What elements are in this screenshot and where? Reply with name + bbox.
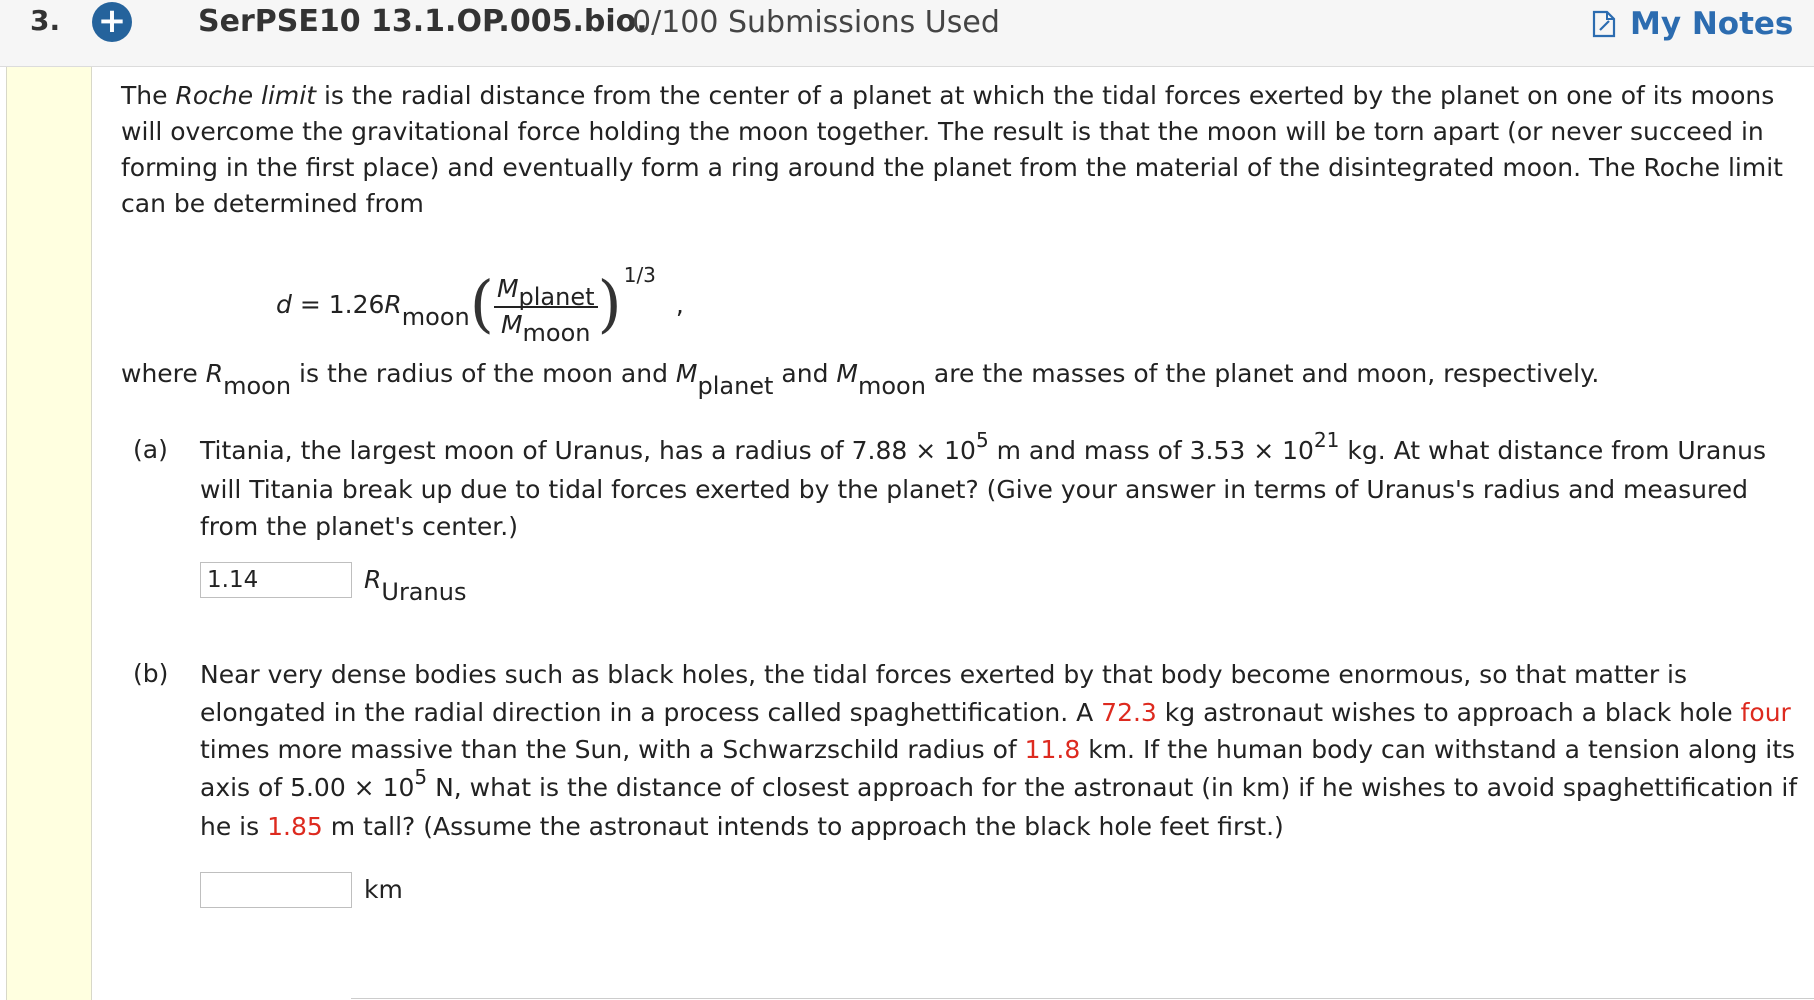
part-b-unit: km [364, 875, 403, 904]
part-a-text-1: Titania, the largest moon of Uranus, has a radius of 7.88 × 10 [200, 436, 976, 465]
where-text-4: are the masses of the planet and moon, respectively. [925, 359, 1600, 388]
plus-circle-icon[interactable]: + [92, 2, 132, 42]
schwarzschild-radius-value: 11.8 [1024, 735, 1081, 764]
den-m: M [500, 310, 523, 339]
notes-page-icon [1592, 10, 1616, 38]
my-notes-label[interactable]: My Notes [1630, 6, 1794, 42]
where-m2: M [836, 359, 858, 388]
den-subscript: moon [522, 319, 591, 347]
question-number: 3. [30, 4, 61, 37]
question-sidebar [6, 67, 92, 1000]
fraction-numerator [494, 274, 598, 311]
part-a-answer-input[interactable] [200, 562, 352, 598]
unit-r: R [364, 565, 382, 594]
part-a-letter: (a) [133, 435, 168, 464]
part-b-text-3: times more massive than the Sun, with a Schwarzschild radius of [200, 735, 1025, 764]
formula-comma: , [675, 290, 684, 319]
where-r: R [205, 359, 224, 388]
part-b-question [200, 656, 1800, 846]
my-notes-link[interactable] [1592, 4, 1793, 44]
where-m1-sub: planet [697, 372, 774, 400]
part-b-text-2: kg astronaut wishes to approach a black hole [1156, 697, 1741, 727]
part-a-text-3: kg. At what distance from Uranus will Titania break up due to tidal forces exerted by the planet? (Give your answer in terms of Uranus's radius and measured from the planet's center.) [200, 436, 1766, 541]
part-b-text-5: N, what is the distance of closest approach for the astronaut (in km) if he wishes to avoid spaghettification if he is [200, 772, 1798, 841]
part-b-text-1: Near very dense bodies such as black holes, the tidal forces exerted by that body become enormous, so that matter is elongated in the radial direction in a process called spaghettification. A [200, 660, 1688, 727]
part-b-text-4: km. If the human body can withstand a tension along its axis of 5.00 × 10 [200, 735, 1796, 802]
submissions-count: 0/100 Submissions Used [632, 5, 1000, 40]
where-text-2: is the radius of the moon and [291, 359, 676, 388]
part-b-text-6: m tall? (Assume the astronaut intends to approach the black hole feet first.) [322, 812, 1284, 841]
where-r-sub: moon [223, 372, 292, 400]
unit-subscript: Uranus [381, 578, 467, 606]
where-text-1: where [121, 359, 206, 388]
part-a-exponent-2: 21 [1313, 428, 1340, 452]
part-b-answer-input[interactable] [200, 872, 352, 908]
bottom-divider [351, 998, 1814, 999]
formula-d: d [276, 290, 292, 319]
roche-formula [276, 250, 684, 360]
where-sentence [121, 356, 1600, 400]
where-m2-sub: moon [857, 372, 926, 400]
part-b-answer-row [200, 872, 403, 908]
intro-text: The [121, 81, 176, 110]
where-text-3: and [773, 359, 837, 388]
astronaut-mass-value: 72.3 [1101, 697, 1157, 727]
intro-text-rest: is the radial distance from the center of a planet at which the tidal forces exerted by the planet on one of its moons will overcome the gravitational force holding the moon together. The result is that the moon will be torn apart (or never succeed in forming in the first place) and eventually form a ring around the planet from the material of the disintegrated moon. The Roche limit can be determined from [121, 81, 1783, 218]
part-a-unit [364, 562, 467, 606]
intro-paragraph [121, 78, 1791, 222]
right-paren: ) [597, 267, 622, 340]
mass-fraction [494, 274, 598, 347]
astronaut-height-value: 1.85 [267, 812, 323, 841]
part-a-exponent-1: 5 [975, 428, 989, 452]
formula-r: R [384, 290, 402, 319]
where-m1: M [675, 359, 698, 388]
num-m: M [496, 274, 519, 303]
question-header [0, 0, 1814, 67]
left-paren: ( [469, 267, 494, 340]
formula-coefficient: = 1.26 [291, 290, 385, 319]
question-id: SerPSE10 13.1.OP.005.bio. [198, 4, 648, 39]
roche-limit-term: Roche limit [175, 81, 317, 110]
num-subscript: planet [518, 283, 595, 311]
mass-factor-value: four [1740, 697, 1791, 727]
fraction-denominator [498, 308, 594, 347]
part-a-answer-row [200, 562, 467, 606]
part-a-text-2: m and mass of 3.53 × 10 [988, 436, 1314, 465]
formula-exponent: 1/3 [623, 263, 656, 287]
part-b-letter: (b) [133, 659, 169, 688]
part-a-question [200, 428, 1800, 545]
part-b-exponent: 5 [414, 764, 428, 789]
formula-r-subscript: moon [401, 303, 470, 331]
